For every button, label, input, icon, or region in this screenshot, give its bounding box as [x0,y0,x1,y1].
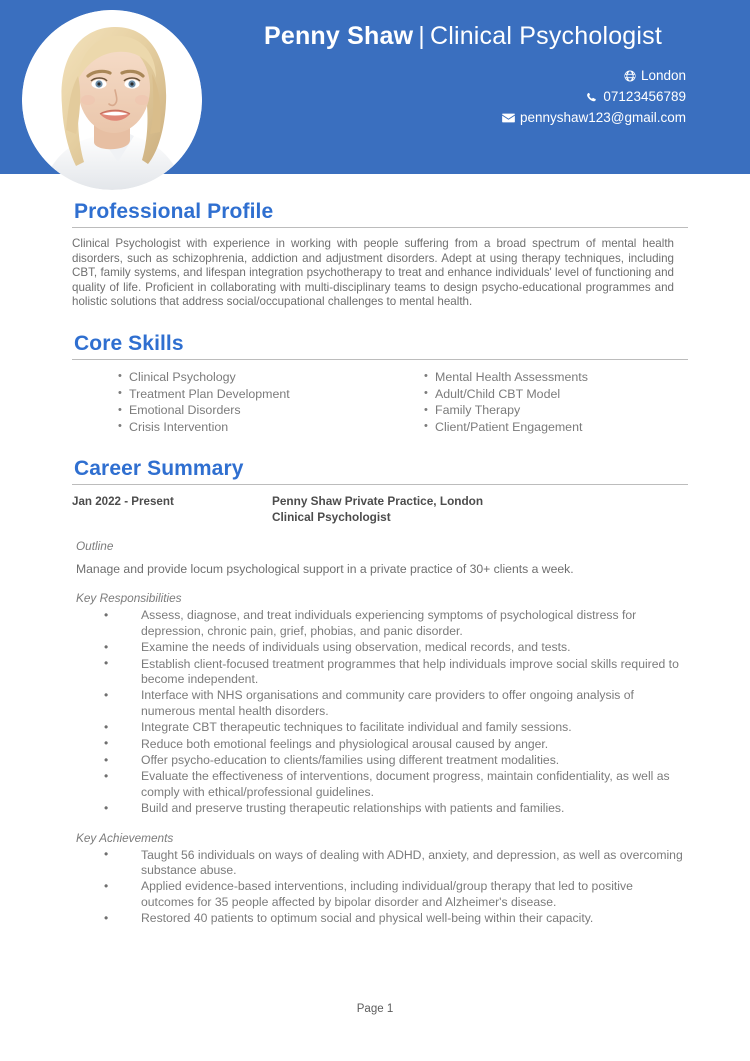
header-text-block [240,0,750,174]
section-professional-profile [72,200,688,310]
contact-location-value: London [640,68,686,83]
list-item: • Evaluate the effectiveness of interventions, document progress, maintain confidentiality, as well as comply with ethical/professional guidelines. [104,769,688,800]
section-core-skills [72,332,688,435]
contact-list [502,66,686,129]
professional-profile-text: Clinical Psychologist with experience in working with people suffering from a broad spectrum of mental health disorders, such as schizophrenia, addiction and adjustment disorders. Adept at using therapy techniques, including CBT, family systems, and lifespan integration psychotherapy to treat and enhance individuals' level of functioning and quality of life. Proficient in collaborating with multi-disciplinary teams to design psycho-educational programmes and holistic solutions that address social/occupational challenges to mental health. [72,237,674,309]
spacer-top [72,174,688,200]
key-achievements-list [72,848,688,927]
envelope-icon [502,112,515,124]
outline-text: Manage and provide locum psychological support in a private practice of 30+ clients a week. [76,562,574,577]
core-skills-column-right [380,369,688,435]
section-divider [72,227,688,228]
cv-header-banner [0,0,750,174]
list-item: • Assess, diagnose, and treat individuals experiencing symptoms of psychological distress for depression, chronic pain, grief, phobias, and panic disorder. [104,608,688,639]
core-skills-column-left [72,369,380,435]
contact-phone[interactable] [502,87,686,107]
contact-email[interactable] [502,108,686,128]
list-item: • Adult/Child CBT Model [424,386,688,403]
section-title-professional-profile: Professional Profile [74,200,274,223]
list-item: • Establish client-focused treatment programmes that help individuals improve social skills required to become independent. [104,657,688,688]
list-item: • Taught 56 individuals on ways of dealing with ADHD, anxiety, and depression, as well as overcoming substance abuse. [104,848,688,879]
list-item: • Clinical Psychology [118,369,380,386]
candidate-name: Penny Shaw [263,22,414,50]
candidate-role: Clinical Psychologist [429,22,663,50]
core-skills-list-right [380,369,688,435]
job-dates: Jan 2022 - Present [72,495,174,509]
page-number-label: Page 1 [356,1003,394,1015]
phone-icon [586,91,598,103]
spacer-profile-skills [72,310,688,332]
key-responsibilities-label: Key Responsibilities [76,591,182,606]
job-employer-position [272,494,483,525]
list-item: • Client/Patient Engagement [424,419,688,436]
list-item: • Mental Health Assessments [424,369,688,386]
globe-icon [624,70,636,82]
list-item: • Restored 40 patients to optimum social and physical well-being within their capacity. [104,911,688,926]
section-title-core-skills: Core Skills [74,331,184,355]
job-employer: Penny Shaw Private Practice, London [272,494,484,509]
list-item: • Treatment Plan Development [118,386,380,403]
header-name-line [240,22,686,51]
section-career-summary [72,457,688,926]
cv-body [0,174,750,927]
job-position: Clinical Psychologist [272,509,391,524]
name-separator: | [418,22,425,50]
portrait-photo-icon [22,10,202,190]
spacer-skills-career [72,435,688,457]
core-skills-columns [72,369,688,435]
key-responsibilities-list [72,608,688,816]
list-item: • Emotional Disorders [118,402,380,419]
core-skills-list-left [72,369,380,435]
list-item: • Crisis Intervention [118,419,380,436]
outline-label: Outline [76,539,114,554]
job-entry-header [72,494,688,525]
list-item: • Applied evidence-based interventions, including individual/group therapy that led to positive outcomes for 35 people affected by bipolar disorder and Alzheimer's disease. [104,879,688,910]
profile-photo [22,10,202,190]
section-divider [72,359,688,360]
contact-phone-value: 07123456789 [603,89,686,104]
page-footer [0,1003,750,1015]
section-title-career-summary: Career Summary [74,457,244,481]
section-divider [72,484,688,485]
key-achievements-label: Key Achievements [76,830,174,845]
list-item: • Offer psycho-education to clients/families using different treatment modalities. [104,753,688,768]
list-item: • Family Therapy [424,402,688,419]
contact-location[interactable] [502,66,686,86]
list-item: • Interface with NHS organisations and community care providers to offer ongoing analysis of numerous mental health disorders. [104,688,688,719]
list-item: • Build and preserve trusting therapeutic relationships with patients and families. [104,801,688,816]
list-item: • Integrate CBT therapeutic techniques to facilitate individual and family sessions. [104,720,688,735]
list-item: • Examine the needs of individuals using observation, medical records, and tests. [104,640,688,655]
contact-email-value: pennyshaw123@gmail.com [519,110,686,125]
list-item: • Reduce both emotional feelings and physiological arousal caused by anger. [104,737,688,752]
